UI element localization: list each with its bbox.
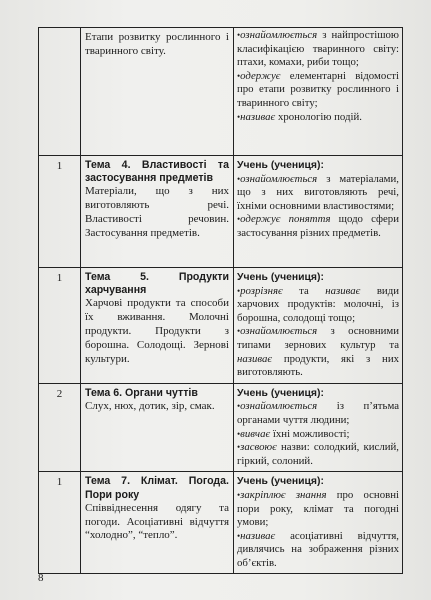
bullet-icon: • bbox=[237, 530, 241, 541]
bullet-icon: • bbox=[237, 442, 241, 453]
outcome-item bbox=[237, 530, 399, 571]
student-label: Учень (учениця): bbox=[237, 272, 324, 283]
topic-title: Тема 6. Органи чуттів bbox=[85, 386, 198, 399]
outcome-verb: називає bbox=[237, 352, 273, 365]
outcome-text: назви: солодкий, кислий, гіркий, солоний. bbox=[237, 441, 399, 467]
hours-cell: 1 bbox=[39, 472, 81, 574]
hours-cell: 1 bbox=[39, 268, 81, 384]
outcome-text: асоціативні відчуття, дивлячись на зображення різних об’єктів. bbox=[237, 529, 399, 569]
outcome-verb: вивчає bbox=[240, 427, 271, 440]
hours-cell: 2 bbox=[39, 383, 81, 472]
table-row bbox=[39, 156, 403, 268]
topic-title: Тема 5. Продукти харчування bbox=[85, 271, 229, 297]
bullet-icon: • bbox=[237, 326, 241, 337]
outcome-text: їхні можливості; bbox=[270, 427, 350, 440]
topic-cell bbox=[81, 472, 234, 574]
hours-cell: 1 bbox=[39, 156, 81, 268]
topic-cell bbox=[81, 156, 234, 268]
outcome-text: елементарні відомості про етапи розвитку рослинного і тваринного світу; bbox=[237, 69, 399, 109]
outcome-cell bbox=[234, 268, 403, 384]
outcome-text: хронологію подій. bbox=[275, 110, 362, 123]
bullet-icon: • bbox=[237, 111, 241, 122]
topic-description: Слух, нюх, дотик, зір, смак. bbox=[85, 399, 215, 412]
page-number: 8 bbox=[38, 572, 44, 584]
outcome-text: продукти, які з них виготовляють. bbox=[237, 352, 399, 379]
table-body bbox=[39, 28, 403, 574]
outcome-verb: розрізняє bbox=[240, 284, 283, 297]
topic-cell bbox=[81, 383, 234, 472]
outcome-item bbox=[237, 70, 399, 111]
bullet-icon: • bbox=[237, 173, 241, 184]
outcome-item bbox=[237, 441, 399, 468]
outcome-text: з найпростішою класифікацією тваринного світу: птахи, комахи, риби тощо; bbox=[237, 29, 399, 69]
outcome-verb: ознайомлюється bbox=[240, 172, 318, 185]
bullet-icon: • bbox=[237, 285, 241, 296]
table-row bbox=[39, 472, 403, 574]
hours-cell bbox=[39, 28, 81, 156]
topic-description: Харчові продукти та способи їх вживання. Молочні продукти. Продукти з борошна. Солодощі. Зернові культури. bbox=[85, 297, 229, 365]
outcome-item bbox=[237, 213, 399, 240]
topic-description: Співвіднесення одягу та погоди. Асоціативні відчуття “холодно”, “тепло”. bbox=[85, 501, 229, 542]
outcome-cell bbox=[234, 383, 403, 472]
outcome-item bbox=[237, 428, 399, 442]
bullet-icon: • bbox=[237, 401, 241, 412]
topic-title: Тема 4. Властивості та застосування предметів bbox=[85, 159, 229, 185]
topic-description: Матеріали, що з них виготовляють речі. Властивості речовин. Застосування предметів. bbox=[85, 185, 229, 239]
topic-description: Етапи розвитку рослинного і тваринного світу. bbox=[85, 31, 229, 57]
outcome-item bbox=[237, 489, 399, 530]
bullet-icon: • bbox=[237, 428, 241, 439]
outcome-item bbox=[237, 111, 399, 125]
outcome-cell bbox=[234, 156, 403, 268]
outcome-verb: називає bbox=[240, 110, 276, 123]
outcome-text: із п’ятьма органами чуття людини; bbox=[237, 400, 399, 426]
outcome-verb: засвоює bbox=[240, 441, 277, 454]
topic-cell bbox=[81, 28, 234, 156]
table-row bbox=[39, 383, 403, 472]
curriculum-table bbox=[38, 27, 403, 574]
outcome-verb: закріплює знання bbox=[240, 488, 327, 501]
bullet-icon: • bbox=[237, 489, 241, 500]
student-label: Учень (учениця): bbox=[237, 476, 324, 488]
student-label: Учень (учениця): bbox=[237, 160, 324, 171]
topic-cell bbox=[81, 268, 234, 384]
table-row bbox=[39, 28, 403, 156]
outcome-item bbox=[237, 400, 399, 427]
outcome-text: про основні пори року, клімат та погодні умови; bbox=[237, 488, 399, 529]
outcome-cell bbox=[234, 28, 403, 156]
bullet-icon: • bbox=[237, 214, 241, 225]
bullet-icon: • bbox=[237, 30, 241, 40]
outcome-verb: ознайомлюється bbox=[240, 400, 318, 413]
outcome-text: види харчових продуктів: молочні, із борошна, солодощі тощо; bbox=[237, 284, 399, 324]
outcome-text: з матеріалами, що з них виготовляють речі, їхніми основними властивостями; bbox=[237, 172, 399, 212]
outcome-verb: ознайомлюється bbox=[240, 29, 318, 41]
outcome-verb: одержує поняття bbox=[240, 213, 331, 226]
outcome-item bbox=[237, 325, 399, 379]
topic-title: Тема 7. Клімат. Погода. Пори року bbox=[85, 475, 229, 501]
student-label: Учень (учениця): bbox=[237, 387, 324, 399]
bullet-icon: • bbox=[237, 70, 241, 81]
outcome-verb: одержує bbox=[240, 69, 281, 82]
outcome-verb: називає bbox=[240, 529, 276, 542]
outcome-item bbox=[237, 285, 399, 326]
outcome-text: та bbox=[282, 284, 326, 297]
table-row bbox=[39, 268, 403, 384]
outcome-item bbox=[237, 173, 399, 214]
outcome-verb: ознайомлюється bbox=[240, 325, 318, 338]
outcome-item bbox=[237, 29, 399, 70]
outcome-text: з основними типами зернових культур та bbox=[237, 325, 399, 351]
outcome-cell bbox=[234, 472, 403, 574]
outcome-verb: називає bbox=[325, 284, 361, 297]
outcome-text: щодо сфери застосування різних предметів. bbox=[237, 213, 399, 239]
